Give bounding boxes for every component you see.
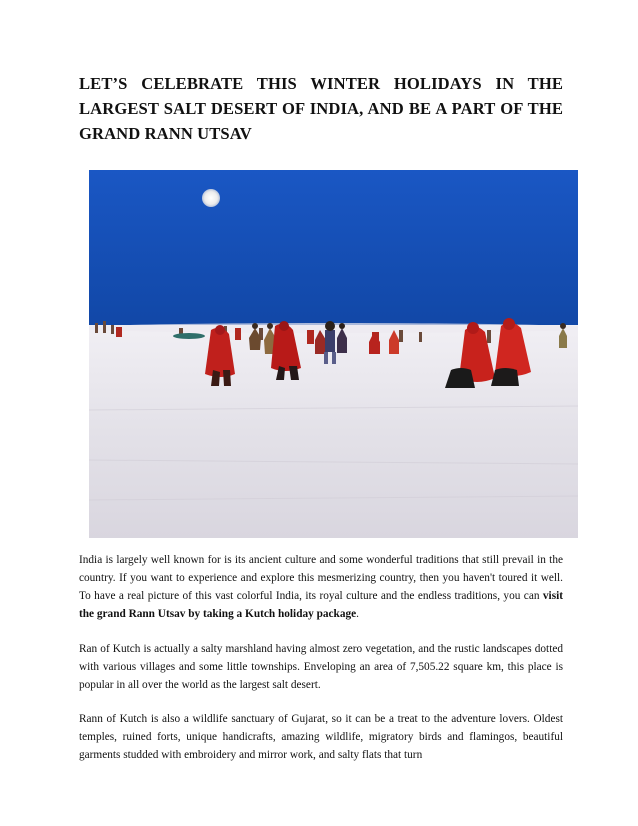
paragraph-wildlife: Rann of Kutch is also a wildlife sanctuary of Gujarat, so it can be a treat to the adventure lovers. Oldest temples, ruined forts, unique handicrafts, amazing wildlife, migratory birds and flamingos, beautiful garments studded with embroidery and mirror work, and salty flats that turn [79, 713, 563, 761]
highlighted-link-text: visit the grand Rann Utsav by taking a Kutch holiday package [79, 590, 563, 620]
sky [89, 170, 578, 330]
moon-icon [202, 189, 220, 207]
paragraph-intro [79, 551, 563, 623]
paragraph-intro-text: India is largely well known for is its ancient culture and some wonderful traditions that still prevail in the country. If you want to experience and explore this mesmerizing country, then you haven't toured it well. To have a real picture of this vast colorful India, its royal culture and the endless traditions, you can [79, 554, 563, 602]
paragraph-marshland: Ran of Kutch is actually a salty marshland having almost zero vegetation, and the rustic landscapes dotted with various villages and some little townships. Enveloping an area of 7,505.22 square km, this place is popular in all over the world as the largest salt desert. [79, 643, 563, 691]
page-title: LET’S CELEBRATE THIS WINTER HOLIDAYS IN THE LARGEST SALT DESERT OF INDIA, AND BE A PART OF THE GRAND RANN UTSAV [79, 74, 563, 143]
rann-utsav-photo [89, 170, 578, 538]
paragraph-intro-end: . [356, 608, 359, 620]
